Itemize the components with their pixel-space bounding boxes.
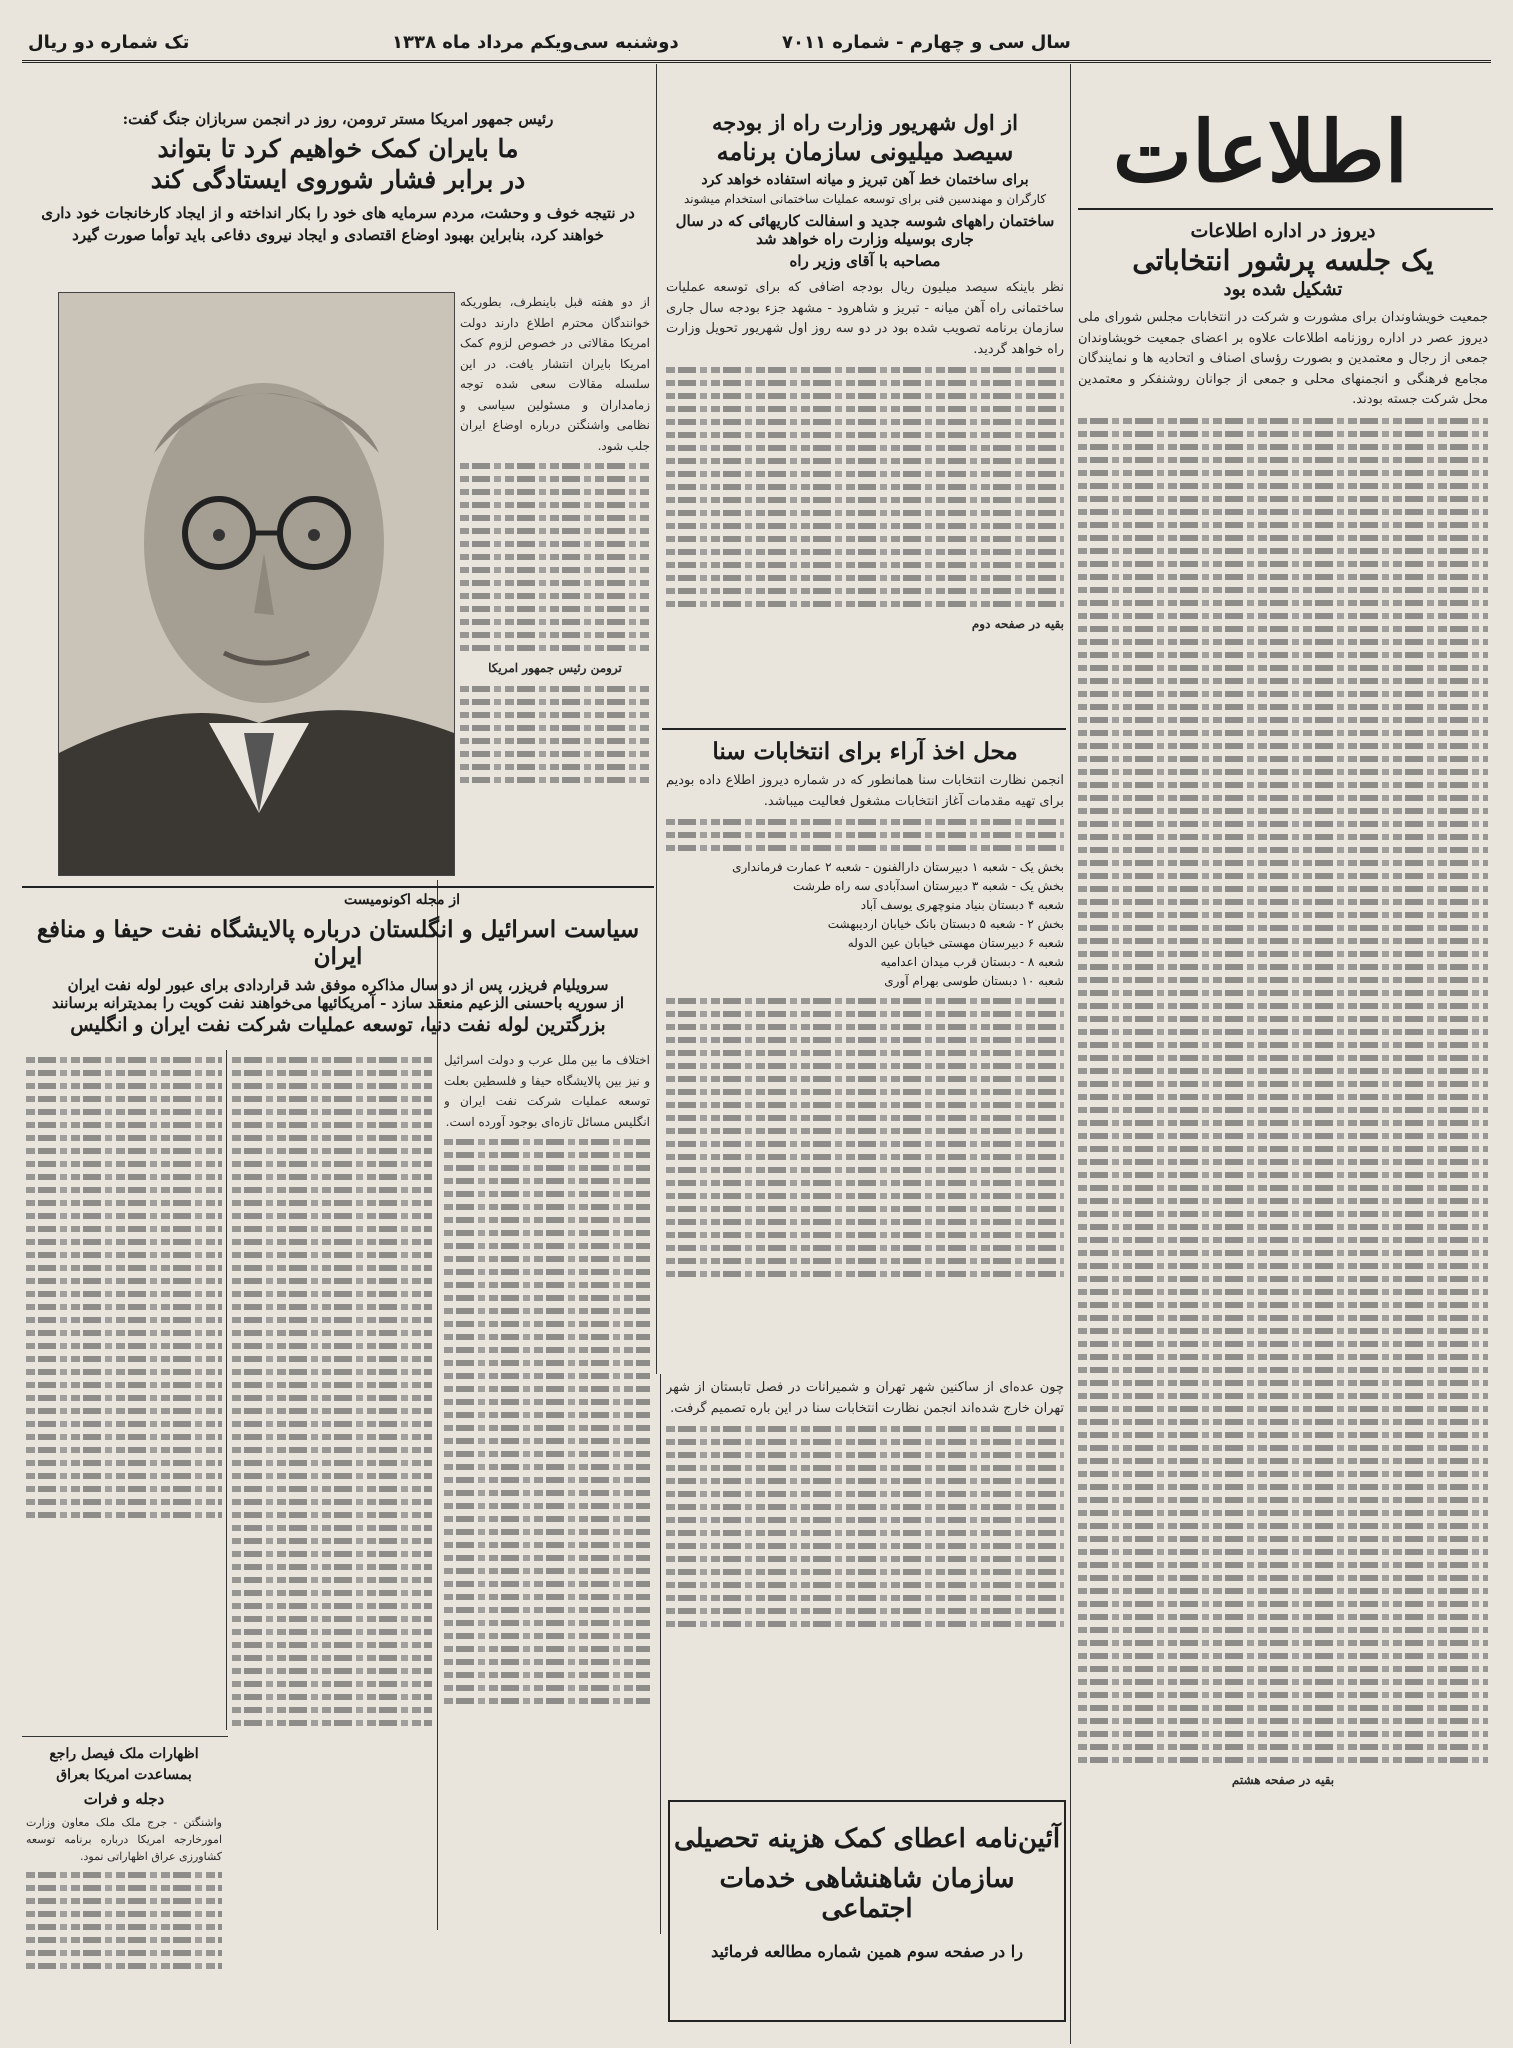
column-divider bbox=[1070, 64, 1071, 2044]
photo-caption: ترومن رئیس جمهور امریکا bbox=[488, 661, 622, 675]
article-headline: ما بایران کمک خواهیم کرد تا بتواند bbox=[157, 134, 519, 163]
article-road-budget bbox=[666, 110, 1064, 720]
notice-headline: سازمان شاهنشاهی خدمات اجتماعی bbox=[719, 1864, 1015, 1924]
article-kicker: رئیس جمهور امریکا مستر ترومن، روز در انجمن سربازان جنگ گفت: bbox=[122, 110, 554, 128]
article-haifa-col1 bbox=[444, 1050, 650, 1930]
portrait-illustration bbox=[59, 293, 454, 875]
notice-box bbox=[668, 1800, 1066, 2022]
article-subhead: دجله و فرات bbox=[83, 1790, 165, 1808]
article-lead: نظر باینکه سیصد میلیون ریال بودجه اضافی که برای توسعه عملیات ساختمانی راه آهن میانه - تبریز و شاهرود - مشهد جزء بودجه سال جاری سازمان برنامه تصویب شده بود در دو سه روز اول شهریور تحویل وزارت راه خواهد گردید. bbox=[666, 280, 1064, 357]
article-kicker: دیروز در اداره اطلاعات bbox=[1190, 220, 1376, 242]
list-item: بخش ۲ - شعبه ۵ دبستان بانک خیابان اردیبهشت bbox=[827, 917, 1064, 931]
truman-portrait-photo bbox=[58, 292, 455, 876]
article-lead: واشنگتن - جرج ملک ملک معاون وزارت امورخارجه امریکا درباره برنامه توسعه کشاورزی عراق اظهاراتی نمود. bbox=[26, 1816, 222, 1863]
list-item: شعبه ۱۰ دبستان طوسی بهرام آوری bbox=[884, 974, 1064, 988]
article-haifa-header bbox=[26, 892, 650, 1042]
article-haifa-col2 bbox=[232, 1050, 432, 1930]
article-deck: بزرگترین لوله نفت دنیا، توسعه عملیات شرکت نفت ایران و انگلیس bbox=[70, 1014, 606, 1036]
article-body-text bbox=[1078, 418, 1488, 1763]
continued-note: بقیه در صفحه دوم bbox=[971, 617, 1064, 631]
article-headline: سیاست اسرائیل و انگلستان درباره پالایشگاه نفت حیفا و منافع ایران bbox=[36, 916, 640, 970]
article-headline: اظهارات ملک فیصل راجع بمساعدت امریکا بعراق bbox=[49, 1746, 199, 1783]
article-truman-header bbox=[26, 110, 650, 290]
article-lead: اختلاف ما بین ملل عرب و دولت اسرائیل و نیز بین پالایشگاه حیفا و فلسطین بعلت توسعه عملیات شرکت نفت ایران و انگلیس مسائل تازه‌ای بوجود آورده است. bbox=[444, 1053, 650, 1129]
article-deck: سرویلیام فریزر، پس از دو سال مذاکره موفق شد قراردادی برای عبور لوله نفت ایران bbox=[67, 976, 609, 994]
article-election-meeting bbox=[1078, 216, 1488, 2036]
article-lead: چون عده‌ای از ساکنین شهر تهران و شمیرانات در فصل تابستان از شهر تهران خارج شده‌اند انجمن نظارت انتخابات سنا در این باره تصمیم گرفت. bbox=[666, 1380, 1064, 1416]
article-faisal bbox=[26, 1744, 222, 2034]
list-item: شعبه ۸ - دبستان قرب میدان اعدامیه bbox=[880, 955, 1064, 969]
polling-list bbox=[666, 858, 1064, 991]
article-deck: ساختمان راههای شوسه جدید و اسفالت کاریهائی که در سال جاری بوسیله وزارت راه خواهد شد bbox=[675, 212, 1055, 248]
article-byline: مصاحبه با آقای وزیر راه bbox=[789, 252, 941, 270]
date-label: دوشنبه سی‌ویکم مرداد ماه ۱۳۳۸ bbox=[392, 32, 679, 53]
article-deck: در نتیجه خوف و وحشت، مردم سرمایه های خود را بکار انداخته و از ایجاد کارخانجات خود داری خواهند کرد، بنابراین بهبود اوضاع اقتصادی و ایجاد نیروی دفاعی باید توأما صورت گیرد bbox=[41, 204, 635, 244]
notice-headline: آئین‌نامه اعطای کمک هزینه تحصیلی bbox=[673, 1824, 1061, 1854]
list-item: شعبه ۴ دبستان بنیاد منوچهری یوسف آباد bbox=[860, 898, 1064, 912]
article-lead: انجمن نظارت انتخابات سنا همانطور که در شماره دیروز اطلاع داده بودیم برای تهیه مقدمات آغاز انتخابات مشغول فعالیت میباشد. bbox=[666, 773, 1064, 809]
article-lead: از دو هفته قبل باینطرف، بطوریکه خوانندگان محترم اطلاع دارند دولت امریکا مقالاتی در خصوص لزوم کمک امریکا بایران انتشار یافت. در این سلسله مقالات سعی شده توجه زمامداران و مسئولین سیاسی و نظامی واشنگتن درباره اوضاع ایران جلب شود. bbox=[460, 295, 650, 453]
article-deck: از سوریه باحسنی الزعیم منعقد سازد - آمریکائیها می‌خواهند نفت کویت را بمدیترانه برسانند bbox=[51, 994, 625, 1012]
notice-footer: را در صفحه سوم همین شماره مطالعه فرمائید bbox=[711, 1942, 1023, 1961]
article-haifa-col3 bbox=[26, 1050, 222, 1730]
article-senate-elections bbox=[666, 738, 1064, 1368]
article-lead: جمعیت خویشاوندان برای مشورت و شرکت در انتخابات مجلس شورای ملی دیروز عصر در اداره روزنامه اطلاعات علاوه بر اعضای جمعیت خویشاوندان جمعی از رجال و معتمدین و بصورت رؤسای اصناف و اتحادیه ها و نمایندگان مجامع فرهنگی و انجمنهای محلی و جمعی از جوانان روشنفکر و معتمدین محل شرکت جسته بودند. bbox=[1078, 310, 1488, 407]
article-body-text bbox=[666, 367, 1064, 607]
list-item: بخش یک - شعبه ۳ دبیرستان اسدآبادی سه راه طرشت bbox=[793, 879, 1064, 893]
issue-bar bbox=[22, 26, 1491, 63]
column-divider bbox=[660, 1374, 661, 1934]
article-subhead: تشکیل شده بود bbox=[1223, 279, 1343, 300]
article-truman-body bbox=[460, 292, 650, 872]
price-label: تک شماره دو ریال bbox=[28, 32, 190, 53]
list-item: بخش یک - شعبه ۱ دبیرستان دارالفنون - شعبه ۲ عمارت فرمانداری bbox=[732, 860, 1064, 874]
article-deck: کارگران و مهندسین فنی برای توسعه عملیات ساختمانی استخدام میشوند bbox=[683, 192, 1047, 206]
article-kicker: از اول شهریور وزارت راه از بودجه bbox=[711, 110, 1019, 135]
article-deck: برای ساختمان خط آهن تبریز و میانه استفاده خواهد کرد bbox=[701, 172, 1029, 188]
masthead-logo: اطلاعات bbox=[1112, 102, 1408, 201]
continued-note: بقیه در صفحه هشتم bbox=[1231, 1772, 1335, 1787]
article-headline: در برابر فشار شوروی ایستادگی کند bbox=[150, 165, 526, 194]
article-headline: محل اخذ آراء برای انتخابات سنا bbox=[712, 738, 1018, 765]
article-kicker: از مجله اکونومیست bbox=[344, 892, 460, 908]
column-divider bbox=[656, 64, 657, 1374]
article-elections-footnote bbox=[666, 1378, 1064, 1788]
article-headline: یک جلسه پرشور انتخاباتی bbox=[1132, 244, 1434, 277]
article-headline: سیصد میلیونی سازمان برنامه bbox=[716, 137, 1014, 166]
issue-number: سال سی و چهارم - شماره ۷۰۱۱ bbox=[782, 32, 1071, 53]
list-item: شعبه ۶ دبیرستان مهستی خیابان عین الدوله bbox=[847, 936, 1064, 950]
